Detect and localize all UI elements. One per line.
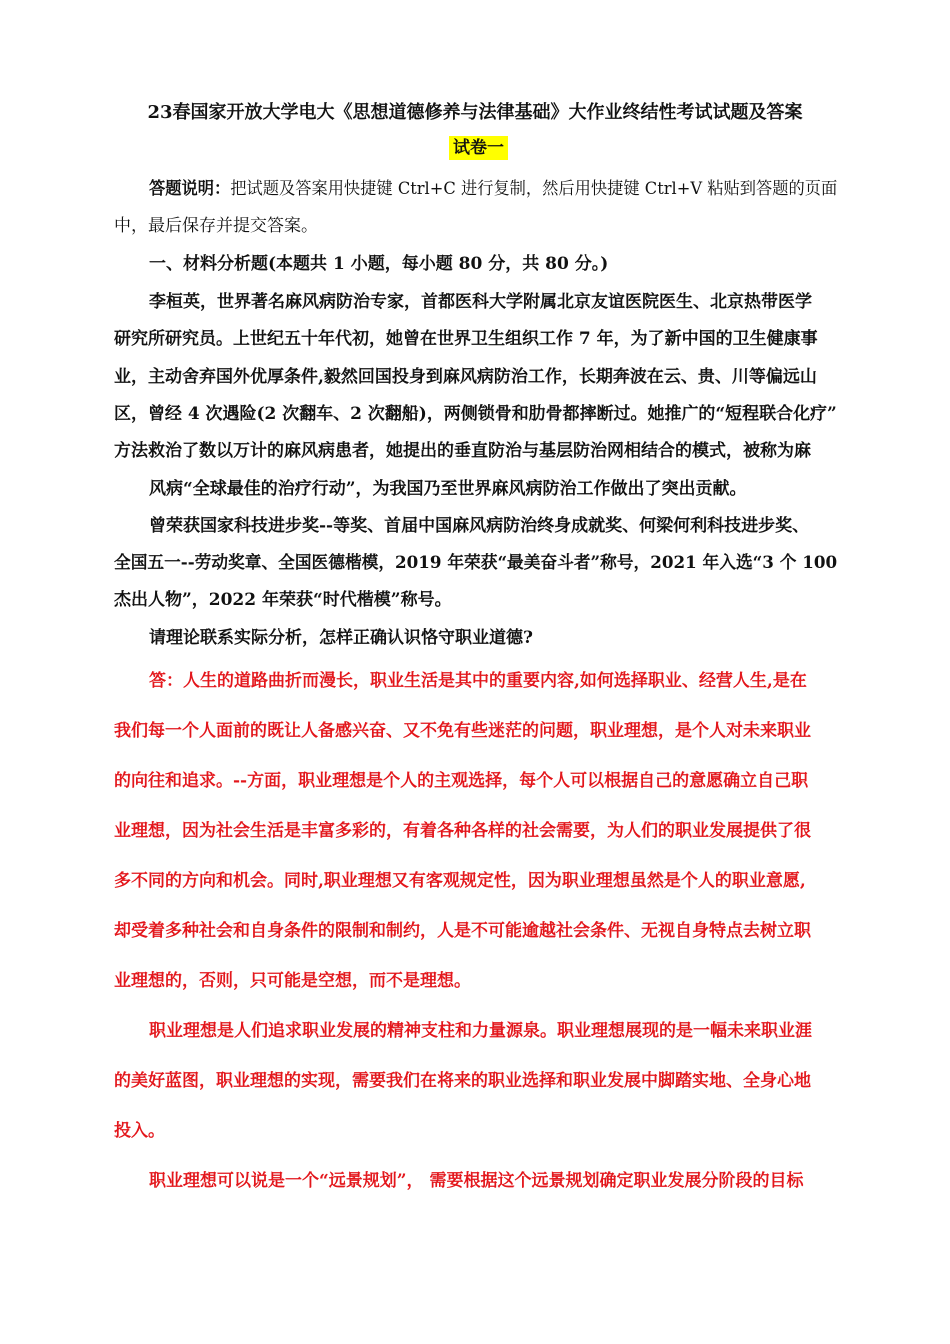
question: 请理论联系实际分析，怎样正确认识恪守职业道德? (149, 628, 533, 648)
answer-line: 多不同的方向和机会。同时,职业理想又有客观规定性，因为职业理想虽然是个人的职业意愿, (114, 871, 806, 891)
answer-line: 职业理想是人们追求职业发展的精神支柱和力量源泉。职业理想展现的是一幅未来职业涯 (149, 1021, 812, 1041)
instructions-line-1 (149, 174, 837, 199)
answer-line: 我们每一个人面前的既让人备感兴奋、又不免有些迷茫的问题，职业理想，是个人对未来职业 (114, 721, 811, 741)
material-line: 方法救治了数以万计的麻风病患者，她提出的垂直防治与基层防治网相结合的模式，被称为麻 (114, 441, 811, 461)
answer-line: 答：人生的道路曲折而漫长，职业生活是其中的重要内容,如何选择职业、经营人生,是在 (149, 671, 807, 691)
answer-line: 投入。 (114, 1121, 165, 1141)
answer-line: 业理想的，否则，只可能是空想，而不是理想。 (114, 971, 471, 991)
paper-label: 试卷一 (449, 136, 508, 160)
material-line: 风病“全球最佳的治疗行动”，为我国乃至世界麻风病防治工作做出了突出贡献。 (149, 479, 747, 499)
material-line: 曾荣获国家科技进步奖--等奖、首届中国麻风病防治终身成就奖、何梁何利科技进步奖、 (149, 516, 810, 536)
material-line: 业，主动舍弃国外优厚条件,毅然回国投身到麻风病防治工作，长期奔波在云、贵、川等偏远山 (114, 367, 817, 387)
material-line: 李桓英，世界著名麻风病防治专家，首都医科大学附属北京友谊医院医生、北京热带医学 (149, 292, 812, 312)
document-title: 23春国家开放大学电大《思想道德修养与法律基础》大作业终结性考试试题及答案 (147, 102, 803, 123)
instructions-line-2: 中，最后保存并提交答案。 (114, 216, 318, 236)
material-line: 区，曾经 4 次遇险(2 次翻车、2 次翻船)，两侧锁骨和肋骨都摔断过。她推广的“短程联合化疗” (114, 404, 837, 424)
answer-line: 的美好蓝图，职业理想的实现，需要我们在将来的职业选择和职业发展中脚踏实地、全身心地 (114, 1071, 811, 1091)
material-line: 全国五一--劳动奖章、全国医德楷模，2019 年荣获“最美奋斗者”称号，2021 年入选“3 个 100 (114, 553, 838, 573)
material-line: 杰出人物”，2022 年荣获“时代楷模”称号。 (114, 590, 452, 610)
instructions-text-1: 把试题及答案用快捷键 Ctrl+C 进行复制，然后用快捷键 Ctrl+V 粘贴到答题的页面 (230, 179, 838, 199)
answer-line: 职业理想可以说是一个“远景规划”， 需要根据这个远景规划确定职业发展分阶段的目标 (149, 1171, 804, 1191)
answer-line: 却受着多种社会和自身条件的限制和制约，人是不可能逾越社会条件、无视自身特点去树立职 (114, 921, 811, 941)
instructions-label: 答题说明： (149, 179, 231, 199)
answer-line: 业理想，因为社会生活是丰富多彩的，有着各种各样的社会需要，为人们的职业发展提供了很 (114, 821, 811, 841)
answer-line: 的向往和追求。--方面，职业理想是个人的主观选择，每个人可以根据自己的意愿确立自己职 (114, 771, 809, 791)
section-heading: 一、材料分析题(本题共 1 小题，每小题 80 分，共 80 分。) (149, 254, 609, 274)
material-line: 研究所研究员。上世纪五十年代初，她曾在世界卫生组织工作 7 年，为了新中国的卫生健康事 (114, 329, 818, 349)
